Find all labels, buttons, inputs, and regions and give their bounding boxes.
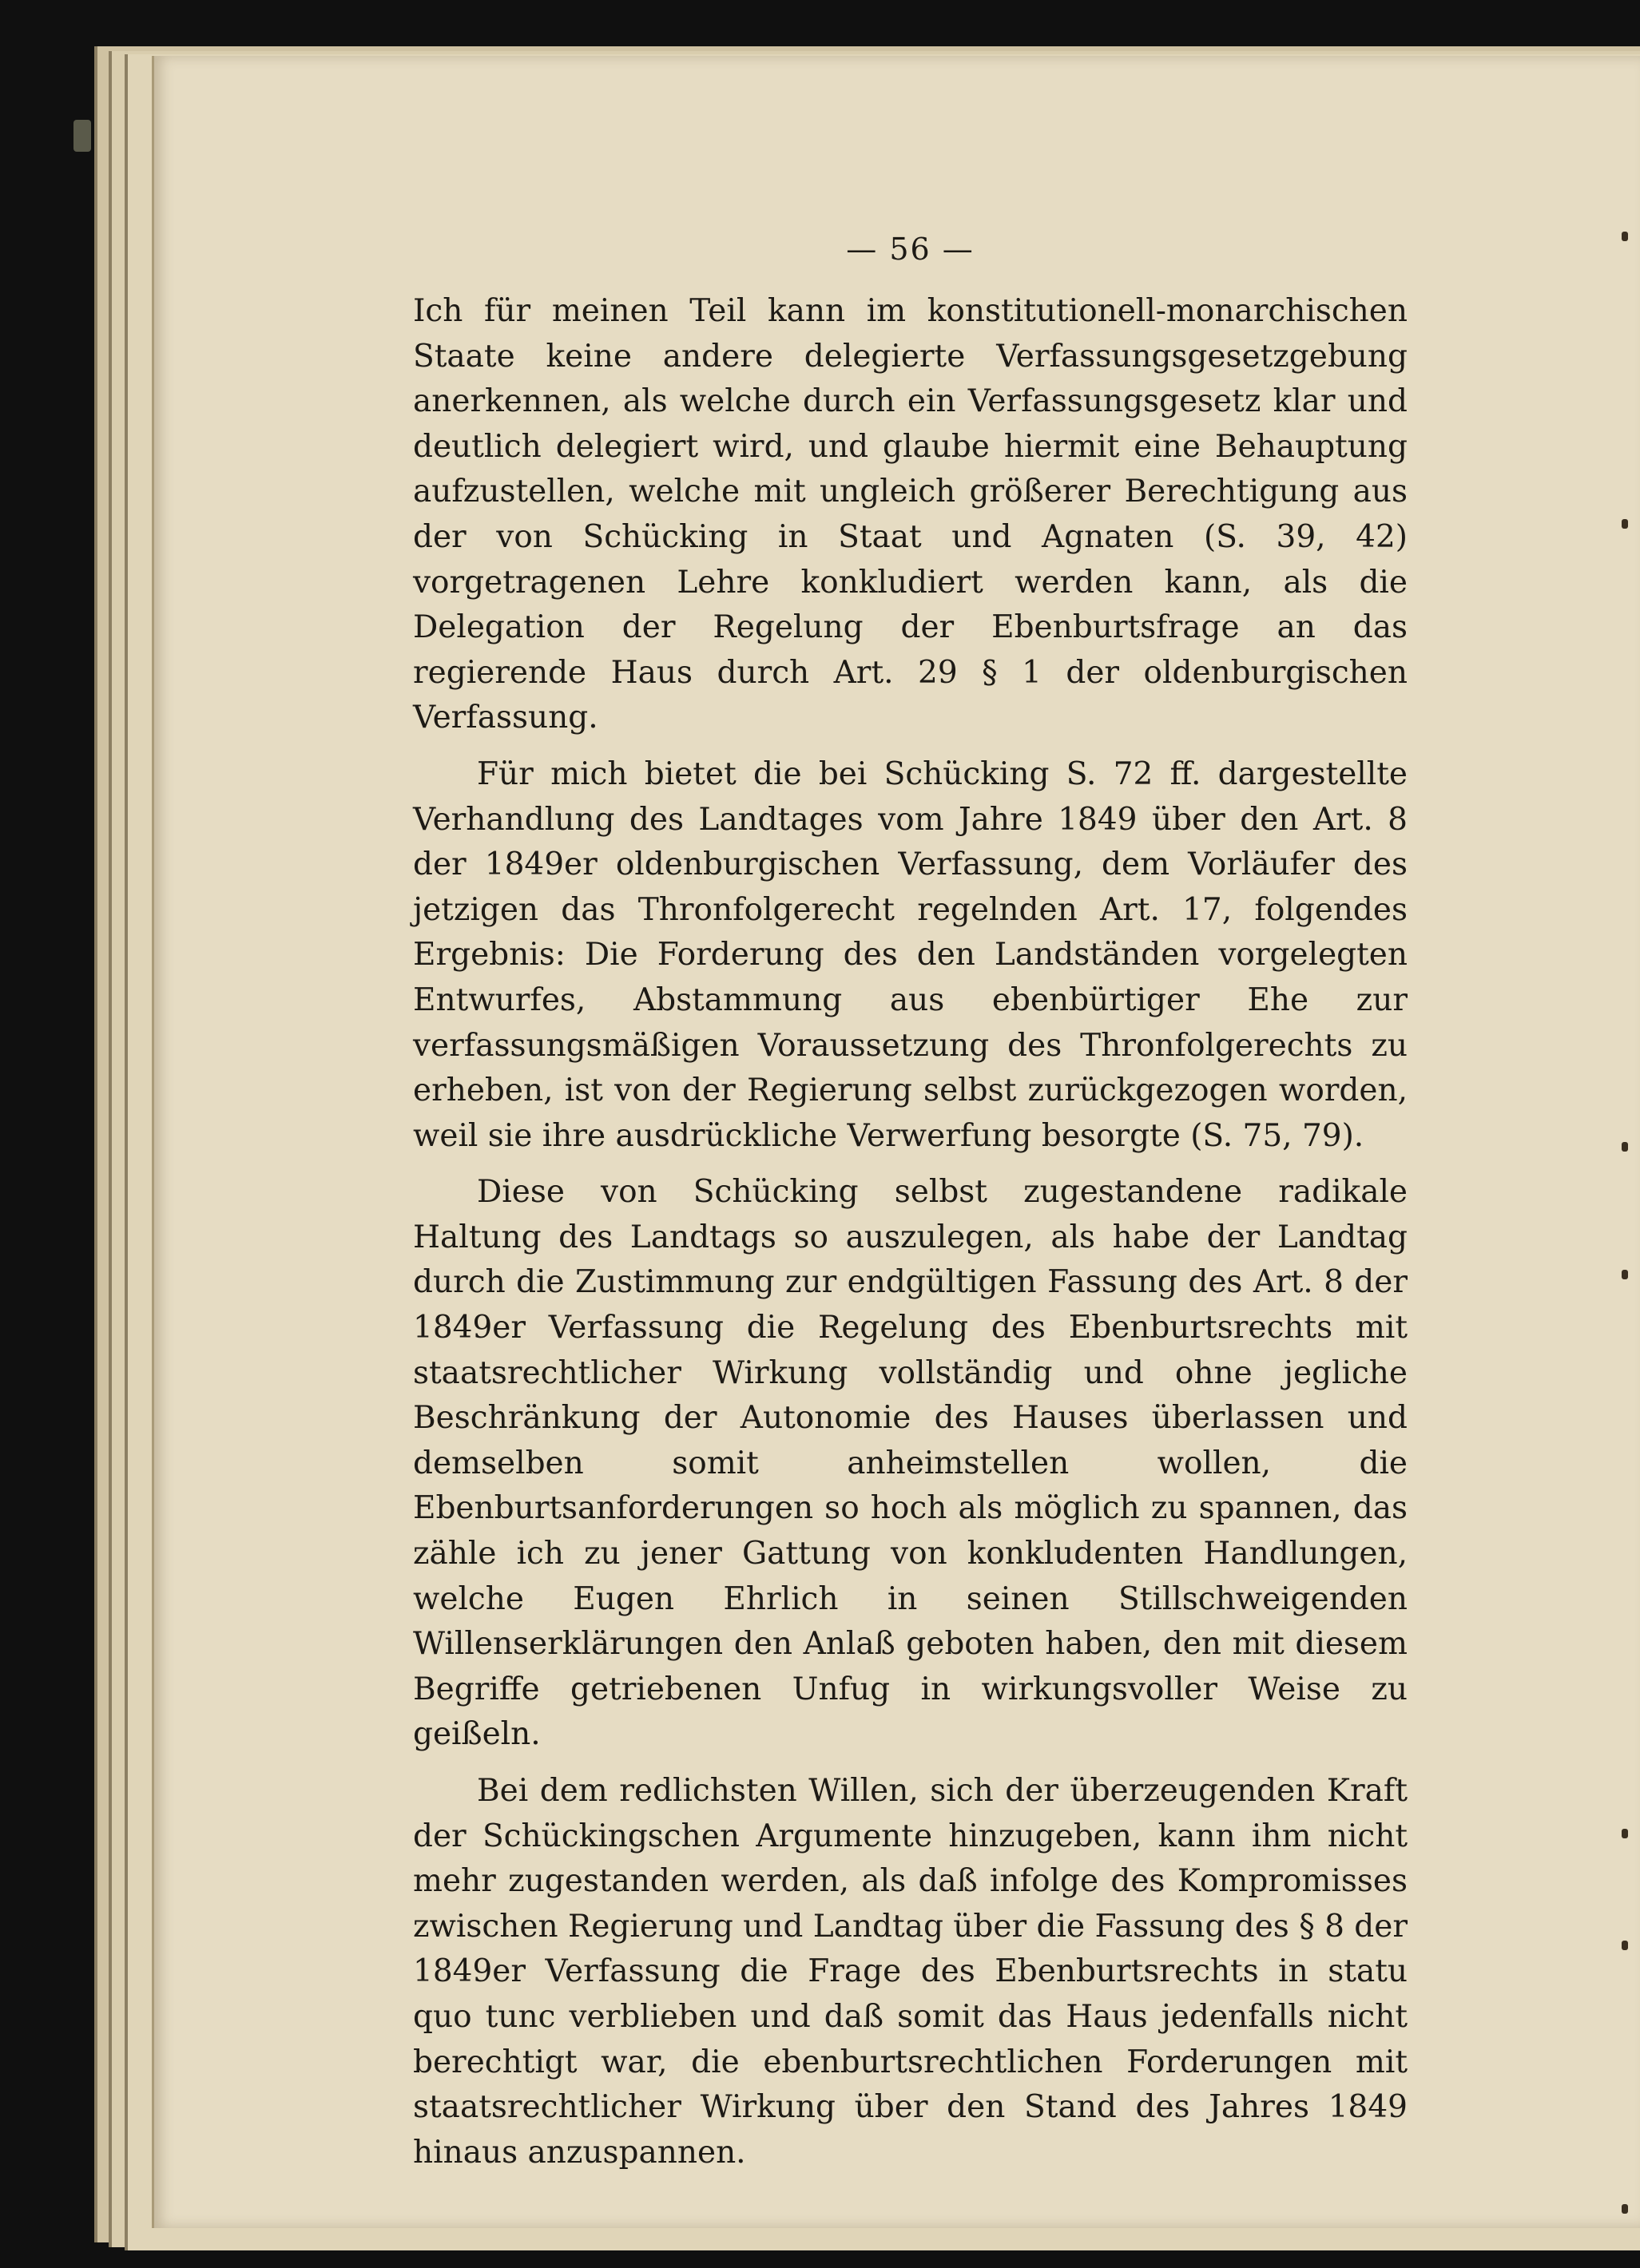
paragraph-4: Bei dem redlichsten Willen, sich der überzeugenden Kraft der Schückingschen Argumente hinzugeben, kann ihm nicht mehr zugestanden werden, als daß infolge des Kompromisses zwischen Regierung und Landtag über die Fassung des § 8 der 1849er Verfassung die Frage des Ebenburtsrechts in statu quo tunc verblieben und daß somit das Haus jedenfalls nicht berechtigt war, die ebenburtsrechtlichen Forderungen mit staatsrechtlicher Wirkung über den Stand des Jahres 1849 hinaus anzuspannen.	[413, 1773, 1408, 2171]
paragraph-3: Diese von Schücking selbst zugestandene radikale Haltung des Landtags so auszulegen, als habe der Landtag durch die Zustimmung zur endgültigen Fassung des Art. 8 der 1849er Verfassung die Regelung des Ebenburtsrechts mit staatsrechtlicher Wirkung vollständig und ohne jegliche Beschränkung der Autonomie des Hauses überlassen und demselben somit anheimstellen wollen, die Ebenburtsanforderungen so hoch als möglich zu spannen, das zähle ich zu jener Gattung von konkludenten Handlungen, welche Eugen Ehrlich in seinen Stillschweigenden Willenserklärungen den Anlaß geboten haben, den mit diesem Begriffe getriebenen Unfug in wirkungsvoller Weise zu geißeln.	[413, 1174, 1408, 1753]
page-number: — 56 —	[846, 232, 975, 267]
page-edge-marks	[1594, 216, 1640, 2052]
page-clip	[73, 120, 91, 152]
page-text	[413, 232, 1408, 2187]
paragraph-1: Ich für meinen Teil kann im konstitutionell-monarchischen Staate keine andere delegierte Verfassungsgesetzgebung anerkennen, als welche durch ein Verfassungsgesetz klar und deutlich delegiert wird, und glaube hiermit eine Behauptung aufzustellen, welche mit ungleich größerer Berechtigung aus der von Schücking in Staat und Agnaten (S. 39, 42) vorgetragenen Lehre konkludiert werden kann, als die Delegation der Regelung der Ebenburtsfrage an das regierende Haus durch Art. 29 § 1 der oldenburgischen Verfassung.	[413, 293, 1408, 736]
paragraph-2: Für mich bietet die bei Schücking S. 72 ff. dargestellte Verhandlung des Landtages vom Jahre 1849 über den Art. 8 der 1849er oldenburgischen Verfassung, dem Vorläufer des jetzigen das Thronfolgerecht regelnden Art. 17, folgendes Ergebnis: Die Forderung des den Landständen vorgelegten Entwurfes, Abstammung aus ebenbürtiger Ehe zur verfassungsmäßigen Voraussetzung des Thronfolgerechts zu erheben, ist von der Regierung selbst zurückgezogen worden, weil sie ihre ausdrückliche Verwerfung besorgte (S. 75, 79).	[413, 755, 1408, 1154]
